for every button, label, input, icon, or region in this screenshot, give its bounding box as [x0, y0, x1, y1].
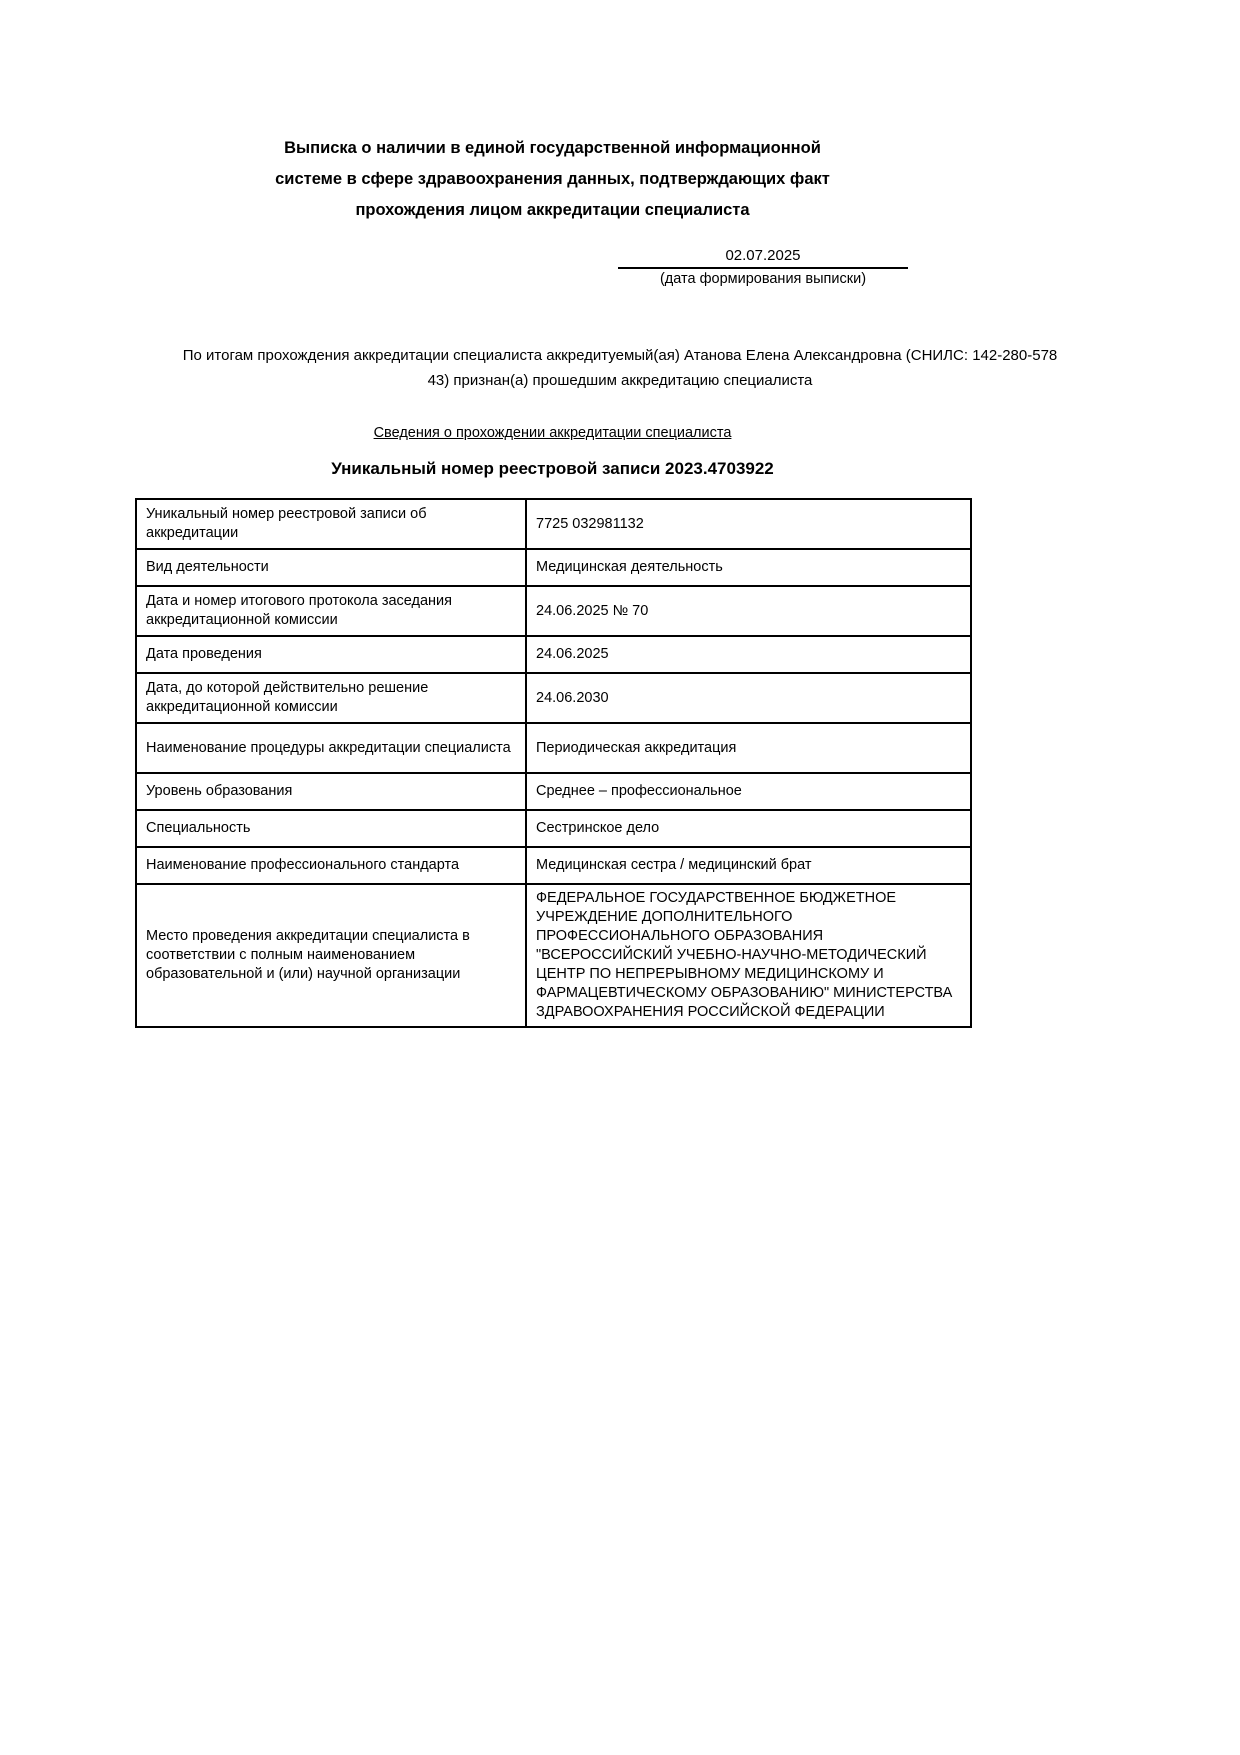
table-row — [136, 499, 971, 549]
table-row — [136, 884, 971, 1027]
table-row — [136, 723, 971, 773]
row-value-cell: ФЕДЕРАЛЬНОЕ ГОСУДАРСТВЕННОЕ БЮДЖЕТНОЕ УЧРЕЖДЕНИЕ ДОПОЛНИТЕЛЬНОГО ПРОФЕССИОНАЛЬНОГО ОБРАЗОВАНИЯ "ВСЕРОССИЙСКИЙ УЧЕБНО-НАУЧНО-МЕТОДИЧЕСКИЙ ЦЕНТР ПО НЕПРЕРЫВНОМУ МЕДИЦИНСКОМУ И ФАРМАЦЕВТИЧЕСКОМУ ОБРАЗОВАНИЮ" МИНИСТЕРСТВА ЗДРАВООХРАНЕНИЯ РОССИЙСКОЙ ФЕДЕРАЦИИ — [526, 884, 971, 1027]
accreditation-table — [135, 498, 972, 1028]
row-value-cell: 24.06.2030 — [526, 673, 971, 723]
row-label-cell: Специальность — [136, 810, 526, 847]
table-row — [136, 549, 971, 586]
row-value-cell: Периодическая аккредитация — [526, 723, 971, 773]
row-value-cell: Медицинская сестра / медицинский брат — [526, 847, 971, 884]
row-value-cell: Среднее – профессиональное — [526, 773, 971, 810]
formation-date-caption: (дата формирования выписки) — [659, 271, 867, 287]
formation-date-value: 02.07.2025 — [618, 247, 908, 269]
row-label-cell: Дата, до которой действительно решение аккредитационной комиссии — [136, 673, 526, 723]
intro-paragraph — [0, 343, 1240, 393]
intro-paragraph-line: 43) признан(а) прошедшим аккредитацию специалиста — [427, 372, 813, 389]
table-row — [136, 773, 971, 810]
row-label-cell: Дата и номер итогового протокола заседания аккредитационной комиссии — [136, 586, 526, 636]
row-label-cell: Уникальный номер реестровой записи об аккредитации — [136, 499, 526, 549]
table-row — [136, 847, 971, 884]
row-label-cell: Дата проведения — [136, 636, 526, 673]
table-row — [136, 673, 971, 723]
intro-paragraph-line: По итогам прохождения аккредитации специалиста аккредитуемый(ая) Атанова Елена Александровна (СНИЛС: 142-280-578 — [182, 347, 1058, 364]
table-row — [136, 810, 971, 847]
row-label-cell: Вид деятельности — [136, 549, 526, 586]
row-label-cell: Наименование процедуры аккредитации специалиста — [136, 723, 526, 773]
row-value-cell: 24.06.2025 № 70 — [526, 586, 971, 636]
document-title-line: Выписка о наличии в единой государственной информационной — [284, 139, 821, 157]
row-value-cell: Медицинская деятельность — [526, 549, 971, 586]
row-label-cell: Уровень образования — [136, 773, 526, 810]
row-value-cell: 24.06.2025 — [526, 636, 971, 673]
registry-number-heading: Уникальный номер реестровой записи 2023.4703922 — [331, 459, 774, 478]
formation-date-block — [618, 247, 908, 287]
document-title-line: системе в сфере здравоохранения данных, подтверждающих факт — [275, 170, 830, 188]
row-label-cell: Место проведения аккредитации специалиста в соответствии с полным наименованием образовательной и (или) научной организации — [136, 884, 526, 1027]
row-value-cell: Сестринское дело — [526, 810, 971, 847]
section-heading: Сведения о прохождении аккредитации специалиста — [373, 425, 732, 441]
table-row — [136, 636, 971, 673]
row-label-cell: Наименование профессионального стандарта — [136, 847, 526, 884]
table-row — [136, 586, 971, 636]
row-value-cell: 7725 032981132 — [526, 499, 971, 549]
document-title — [135, 133, 970, 226]
document-title-line: прохождения лицом аккредитации специалиста — [355, 201, 750, 219]
